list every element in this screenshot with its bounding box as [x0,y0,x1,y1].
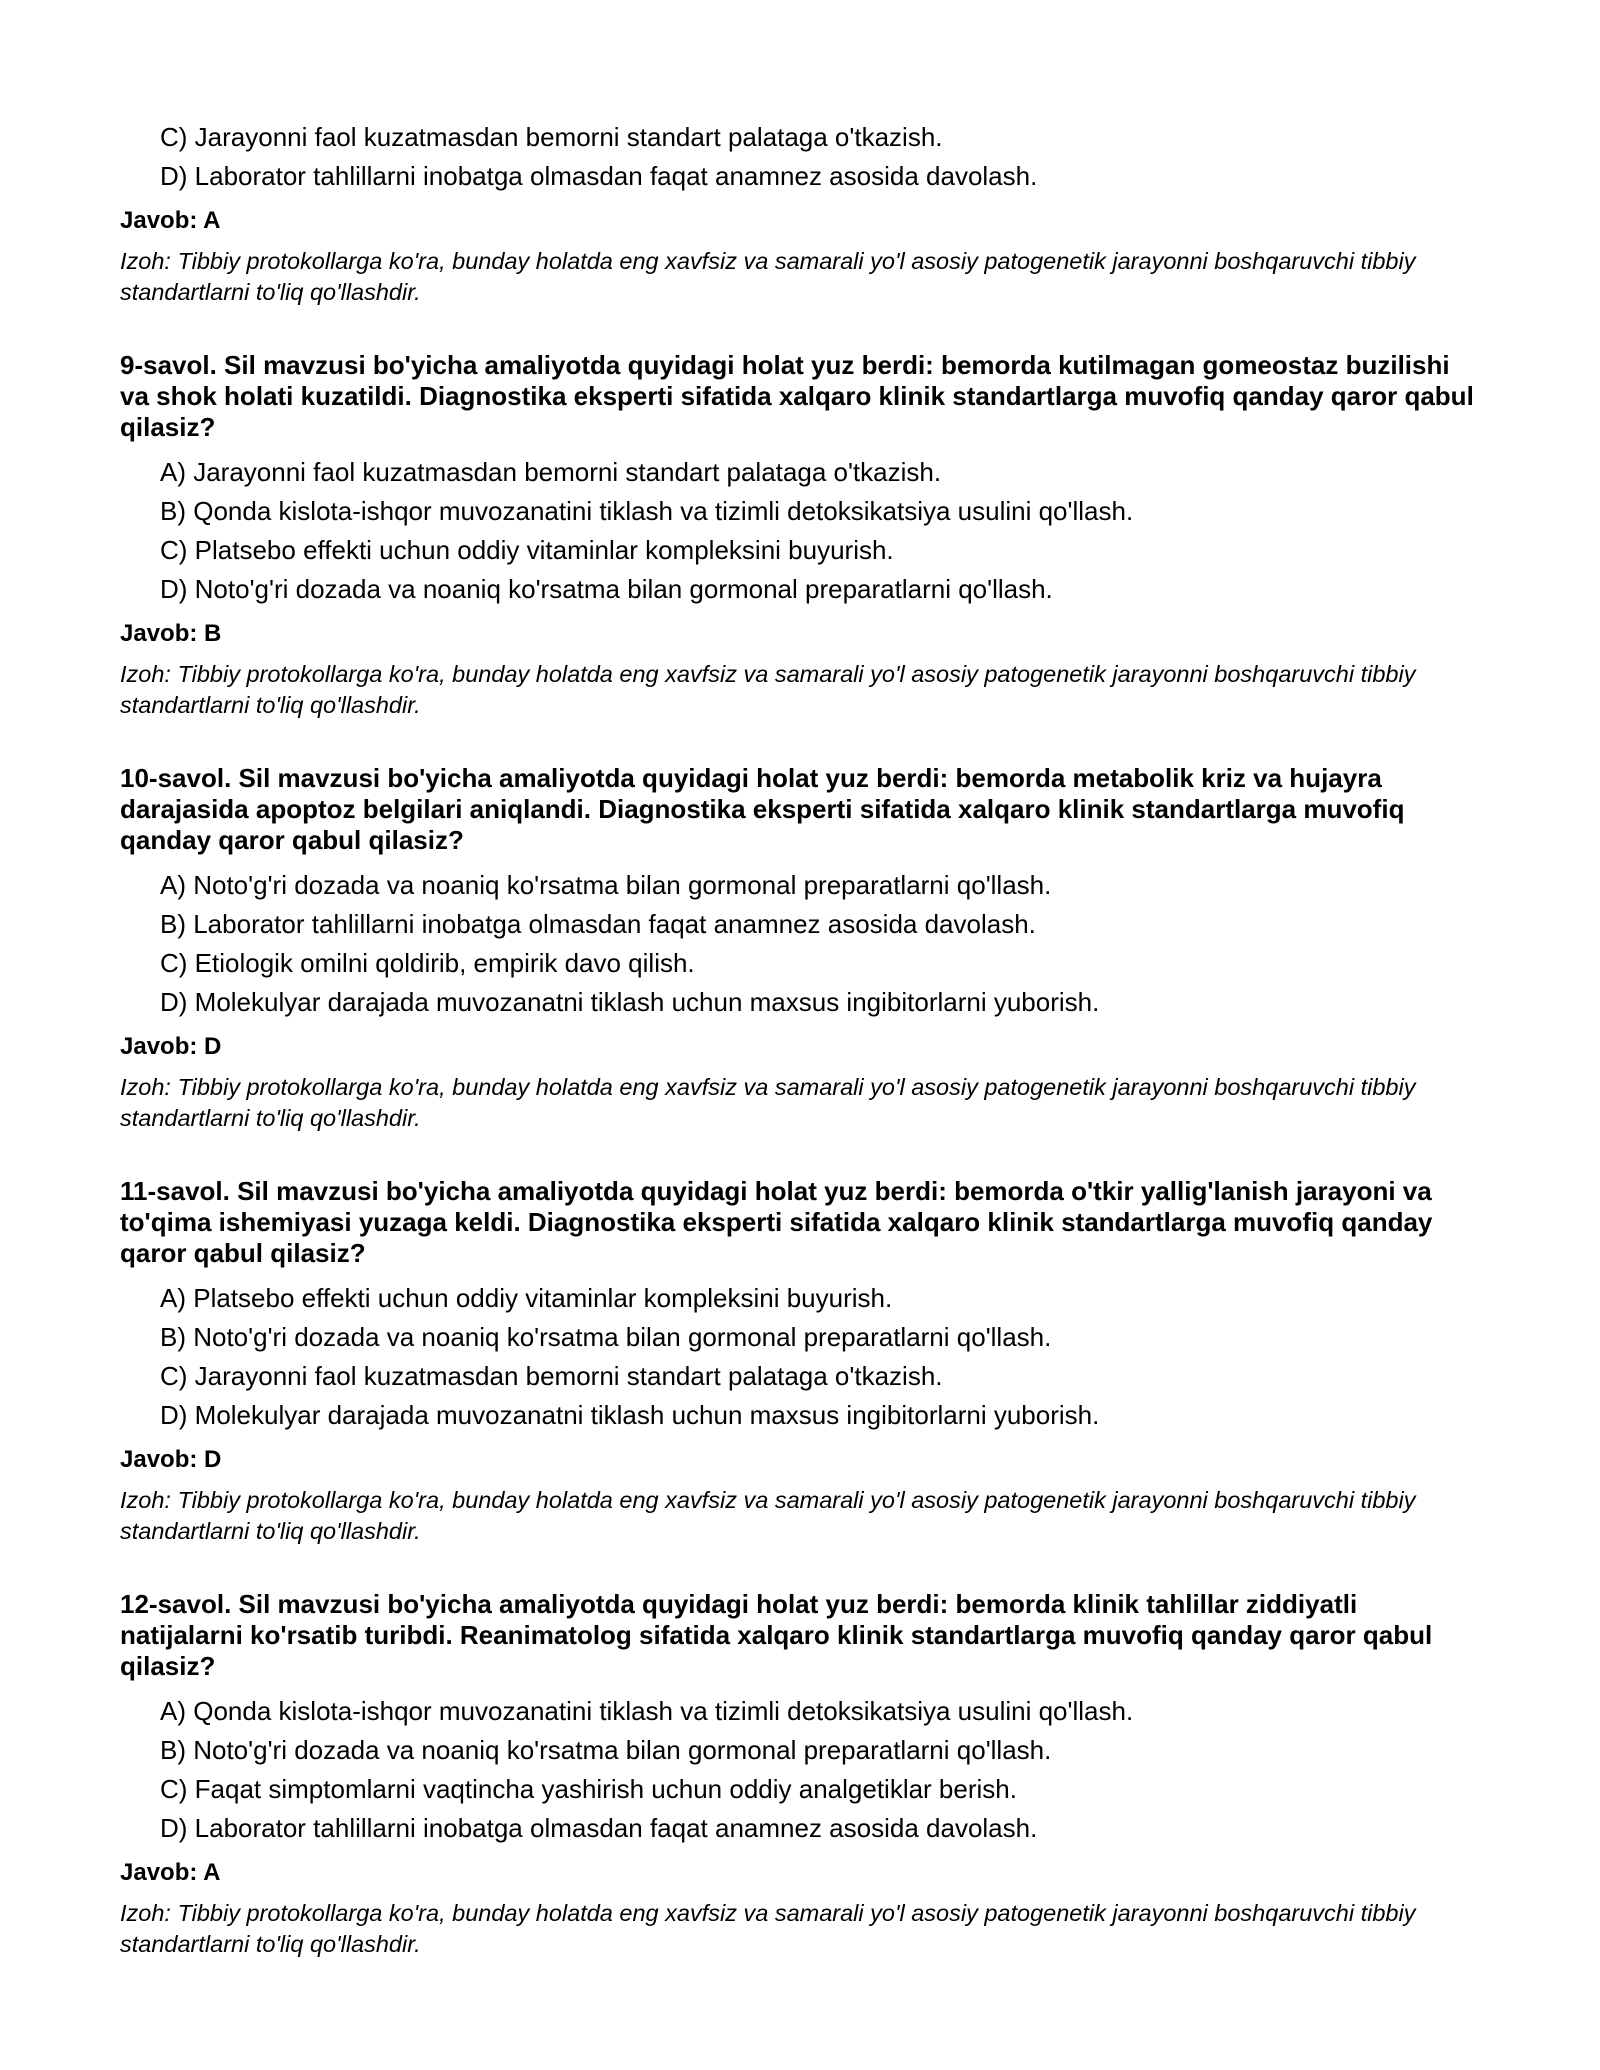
explanation-note: Izoh: Tibbiy protokollarga ko'ra, bunday holatda eng xavfsiz va samarali yo'l asosiy patogenetik jarayonni boshqaruvchi tibbiy standartlarni to'liq qo'llashdir. [120,1487,1416,1544]
question-text: 10-savol. Sil mavzusi bo'yicha amaliyotda quyidagi holat yuz berdi: bemorda metabolik kriz va hujayra darajasida apoptoz belgilari aniqlandi. Diagnostika eksperti sifatida xalqaro klinik standartlarga muvofiq qanday qaror qabul qilasiz? [120,763,1405,855]
option-c: C) Jarayonni faol kuzatmasdan bemorni standart palataga o'tkazish. [160,1361,943,1391]
option-a: A) Jarayonni faol kuzatmasdan bemorni standart palataga o'tkazish. [160,457,942,487]
explanation-note: Izoh: Tibbiy protokollarga ko'ra, bunday holatda eng xavfsiz va samarali yo'l asosiy patogenetik jarayonni boshqaruvchi tibbiy standartlarni to'liq qo'llashdir. [120,1900,1416,1957]
document-page [120,118,1480,1960]
option-c: C) Faqat simptomlarni vaqtincha yashirish uchun oddiy analgetiklar berish. [160,1774,1017,1804]
option-d: D) Molekulyar darajada muvozanatni tiklash uchun maxsus ingibitorlarni yuborish. [160,987,1100,1017]
option-b: B) Laborator tahlillarni inobatga olmasdan faqat anamnez asosida davolash. [160,909,1036,939]
answer-label: Javob: A [120,1859,221,1886]
question-text: 12-savol. Sil mavzusi bo'yicha amaliyotda quyidagi holat yuz berdi: bemorda klinik tahlillar ziddiyatli natijalarni ko'rsatib turibdi. Reanimatolog sifatida xalqaro klinik standartlarga muvofiq qanday qaror qabul qilasiz? [120,1589,1433,1681]
question-fragment-top [120,118,1480,308]
options-list [120,1692,1480,1848]
option-a: A) Noto'g'ri dozada va noaniq ko'rsatma bilan gormonal preparatlarni qo'llash. [160,870,1052,900]
option-c: C) Platsebo effekti uchun oddiy vitaminlar kompleksini buyurish. [160,535,894,565]
explanation-note: Izoh: Tibbiy protokollarga ko'ra, bunday holatda eng xavfsiz va samarali yo'l asosiy patogenetik jarayonni boshqaruvchi tibbiy standartlarni to'liq qo'llashdir. [120,248,1416,305]
question-12 [120,1589,1480,1960]
option-a: A) Qonda kislota-ishqor muvozanatini tiklash va tizimli detoksikatsiya usulini qo'llash. [160,1696,1134,1726]
answer-label: Javob: D [120,1033,222,1060]
option-d: D) Laborator tahlillarni inobatga olmasdan faqat anamnez asosida davolash. [160,161,1038,191]
explanation-note: Izoh: Tibbiy protokollarga ko'ra, bunday holatda eng xavfsiz va samarali yo'l asosiy patogenetik jarayonni boshqaruvchi tibbiy standartlarni to'liq qo'llashdir. [120,1074,1416,1131]
option-c: C) Jarayonni faol kuzatmasdan bemorni standart palataga o'tkazish. [160,122,943,152]
options-list [120,453,1480,609]
question-11 [120,1176,1480,1547]
question-9 [120,350,1480,721]
option-c: C) Etiologik omilni qoldirib, empirik davo qilish. [160,948,695,978]
question-text: 9-savol. Sil mavzusi bo'yicha amaliyotda quyidagi holat yuz berdi: bemorda kutilmagan gomeostaz buzilishi va shok holati kuzatildi. Diagnostika eksperti sifatida xalqaro klinik standartlarga muvofiq qanday qaror qabul qilasiz? [120,350,1474,442]
option-b: B) Noto'g'ri dozada va noaniq ko'rsatma bilan gormonal preparatlarni qo'llash. [160,1322,1052,1352]
option-b: B) Noto'g'ri dozada va noaniq ko'rsatma bilan gormonal preparatlarni qo'llash. [160,1735,1052,1765]
answer-label: Javob: A [120,207,221,234]
answer-label: Javob: B [120,620,222,647]
option-a: A) Platsebo effekti uchun oddiy vitaminlar kompleksini buyurish. [160,1283,893,1313]
question-text: 11-savol. Sil mavzusi bo'yicha amaliyotda quyidagi holat yuz berdi: bemorda o'tkir yallig'lanish jarayoni va to'qima ishemiyasi yuzaga keldi. Diagnostika eksperti sifatida xalqaro klinik standartlarga muvofiq qanday qaror qabul qilasiz? [120,1176,1433,1268]
option-b: B) Qonda kislota-ishqor muvozanatini tiklash va tizimli detoksikatsiya usulini qo'llash. [160,496,1134,526]
option-d: D) Noto'g'ri dozada va noaniq ko'rsatma bilan gormonal preparatlarni qo'llash. [160,574,1053,604]
option-d: D) Molekulyar darajada muvozanatni tiklash uchun maxsus ingibitorlarni yuborish. [160,1400,1100,1430]
question-10 [120,763,1480,1134]
answer-label: Javob: D [120,1446,222,1473]
options-list [120,1279,1480,1435]
options-list [120,866,1480,1022]
option-d: D) Laborator tahlillarni inobatga olmasdan faqat anamnez asosida davolash. [160,1813,1038,1843]
options-list [120,118,1480,196]
explanation-note: Izoh: Tibbiy protokollarga ko'ra, bunday holatda eng xavfsiz va samarali yo'l asosiy patogenetik jarayonni boshqaruvchi tibbiy standartlarni to'liq qo'llashdir. [120,661,1416,718]
